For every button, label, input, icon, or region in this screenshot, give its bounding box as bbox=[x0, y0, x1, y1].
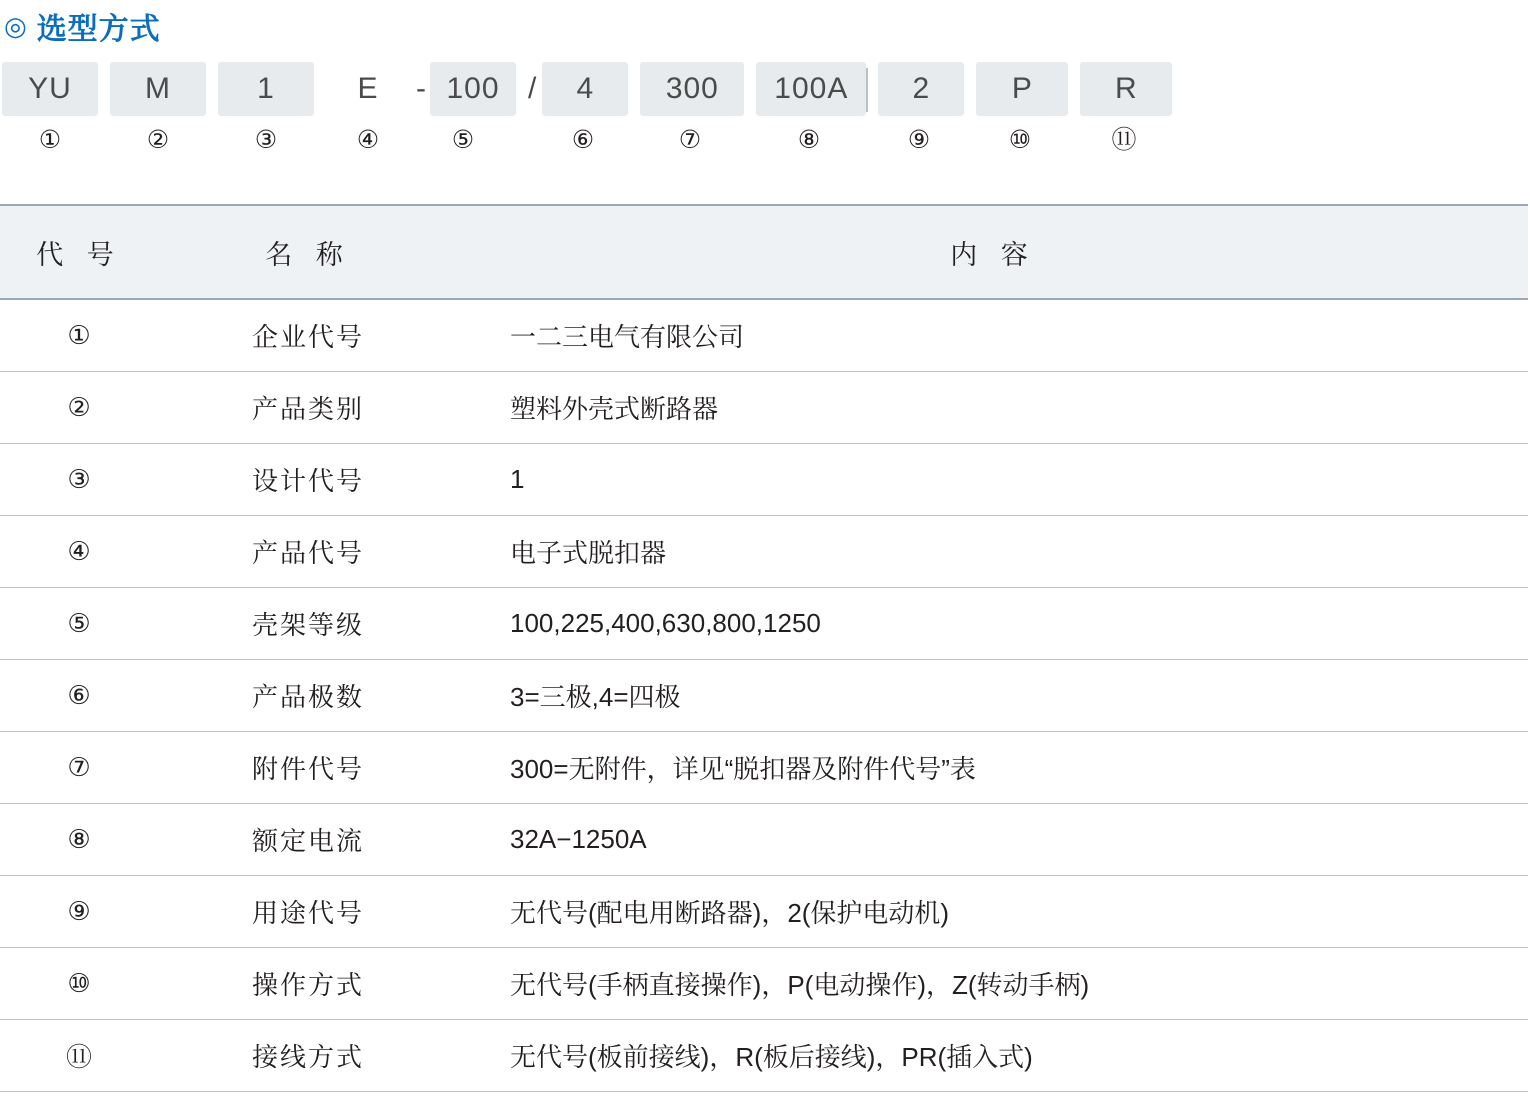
row-name: 产品极数 bbox=[158, 660, 458, 732]
row-code: ⑥ bbox=[0, 660, 158, 732]
code-marker-3: ③ bbox=[254, 126, 278, 154]
header-code: 代 号 bbox=[0, 205, 158, 299]
row-content: 无代号(板前接线)，R(板后接线)，PR(插入式) bbox=[458, 1020, 1528, 1092]
row-name: 额定电流 bbox=[158, 804, 458, 876]
code-marker-6: ⑥ bbox=[571, 126, 595, 154]
code-segment-9: 2 bbox=[878, 62, 964, 116]
table-row bbox=[0, 588, 1528, 660]
code-marker-1: ① bbox=[38, 126, 62, 154]
code-segment-8: 100A bbox=[756, 62, 866, 116]
table-row bbox=[0, 299, 1528, 372]
spec-table-head bbox=[0, 205, 1528, 299]
row-code: ⑧ bbox=[0, 804, 158, 876]
row-content: 1 bbox=[458, 444, 1528, 516]
row-content: 100,225,400,630,800,1250 bbox=[458, 588, 1528, 660]
code-marker-4: ④ bbox=[356, 126, 380, 154]
row-content: 3=三极,4=四极 bbox=[458, 660, 1528, 732]
page-title bbox=[0, 0, 1530, 46]
table-row bbox=[0, 444, 1528, 516]
row-code: ⑨ bbox=[0, 876, 158, 948]
code-marker-7: ⑦ bbox=[678, 126, 702, 154]
page-title-label: 选型方式 bbox=[36, 13, 161, 46]
code-segment-11: R bbox=[1080, 62, 1172, 116]
row-content: 无代号(手柄直接操作)，P(电动操作)，Z(转动手柄) bbox=[458, 948, 1528, 1020]
table-row bbox=[0, 660, 1528, 732]
row-name: 企业代号 bbox=[158, 299, 458, 372]
row-content: 300=无附件，详见“脱扣器及附件代号”表 bbox=[458, 732, 1528, 804]
code-marker-11: ⑪ bbox=[1111, 126, 1137, 154]
row-code: ⑩ bbox=[0, 948, 158, 1020]
code-marker-2: ② bbox=[146, 126, 170, 154]
row-code: ① bbox=[0, 299, 158, 372]
table-row bbox=[0, 1020, 1528, 1092]
row-name: 壳架等级 bbox=[158, 588, 458, 660]
row-code: ④ bbox=[0, 516, 158, 588]
table-row bbox=[0, 876, 1528, 948]
model-code-row bbox=[2, 54, 1530, 116]
row-content: 一二三电气有限公司 bbox=[458, 299, 1528, 372]
table-row bbox=[0, 804, 1528, 876]
code-segment-3: 1 bbox=[218, 62, 314, 116]
model-code-diagram bbox=[0, 54, 1530, 194]
code-segment-1: YU bbox=[2, 62, 98, 116]
row-code: ③ bbox=[0, 444, 158, 516]
model-code-markers bbox=[2, 120, 1530, 160]
row-name: 附件代号 bbox=[158, 732, 458, 804]
code-segment-2: M bbox=[110, 62, 206, 116]
code-divider bbox=[866, 68, 868, 112]
header-name: 名 称 bbox=[158, 205, 458, 299]
code-segment-6: 4 bbox=[542, 62, 628, 116]
code-marker-9: ⑨ bbox=[907, 126, 931, 154]
header-content: 内 容 bbox=[458, 205, 1528, 299]
row-code: ⑤ bbox=[0, 588, 158, 660]
row-content: 电子式脱扣器 bbox=[458, 516, 1528, 588]
code-marker-8: ⑧ bbox=[797, 126, 821, 154]
row-name: 产品类别 bbox=[158, 372, 458, 444]
code-segment-10: P bbox=[976, 62, 1068, 116]
table-row bbox=[0, 516, 1528, 588]
row-name: 设计代号 bbox=[158, 444, 458, 516]
spec-table-body bbox=[0, 299, 1528, 1092]
row-code: ⑪ bbox=[0, 1020, 158, 1092]
row-name: 操作方式 bbox=[158, 948, 458, 1020]
spec-table bbox=[0, 204, 1528, 1092]
row-name: 用途代号 bbox=[158, 876, 458, 948]
row-code: ⑦ bbox=[0, 732, 158, 804]
row-name: 产品代号 bbox=[158, 516, 458, 588]
table-row bbox=[0, 948, 1528, 1020]
code-separator-slash: / bbox=[528, 72, 537, 105]
code-segment-4: E bbox=[357, 72, 379, 105]
code-marker-5: ⑤ bbox=[451, 126, 475, 154]
code-segment-5: 100 bbox=[430, 62, 516, 116]
table-row bbox=[0, 372, 1528, 444]
row-code: ② bbox=[0, 372, 158, 444]
code-segment-7: 300 bbox=[640, 62, 744, 116]
row-name: 接线方式 bbox=[158, 1020, 458, 1092]
row-content: 塑料外壳式断路器 bbox=[458, 372, 1528, 444]
table-header-row bbox=[0, 205, 1528, 299]
code-marker-10: ⑩ bbox=[1008, 126, 1032, 154]
row-content: 32A−1250A bbox=[458, 804, 1528, 876]
circle-outline-icon: ◎ bbox=[4, 11, 27, 41]
row-content: 无代号(配电用断路器)，2(保护电动机) bbox=[458, 876, 1528, 948]
table-row bbox=[0, 732, 1528, 804]
code-separator-dash: - bbox=[416, 72, 426, 105]
